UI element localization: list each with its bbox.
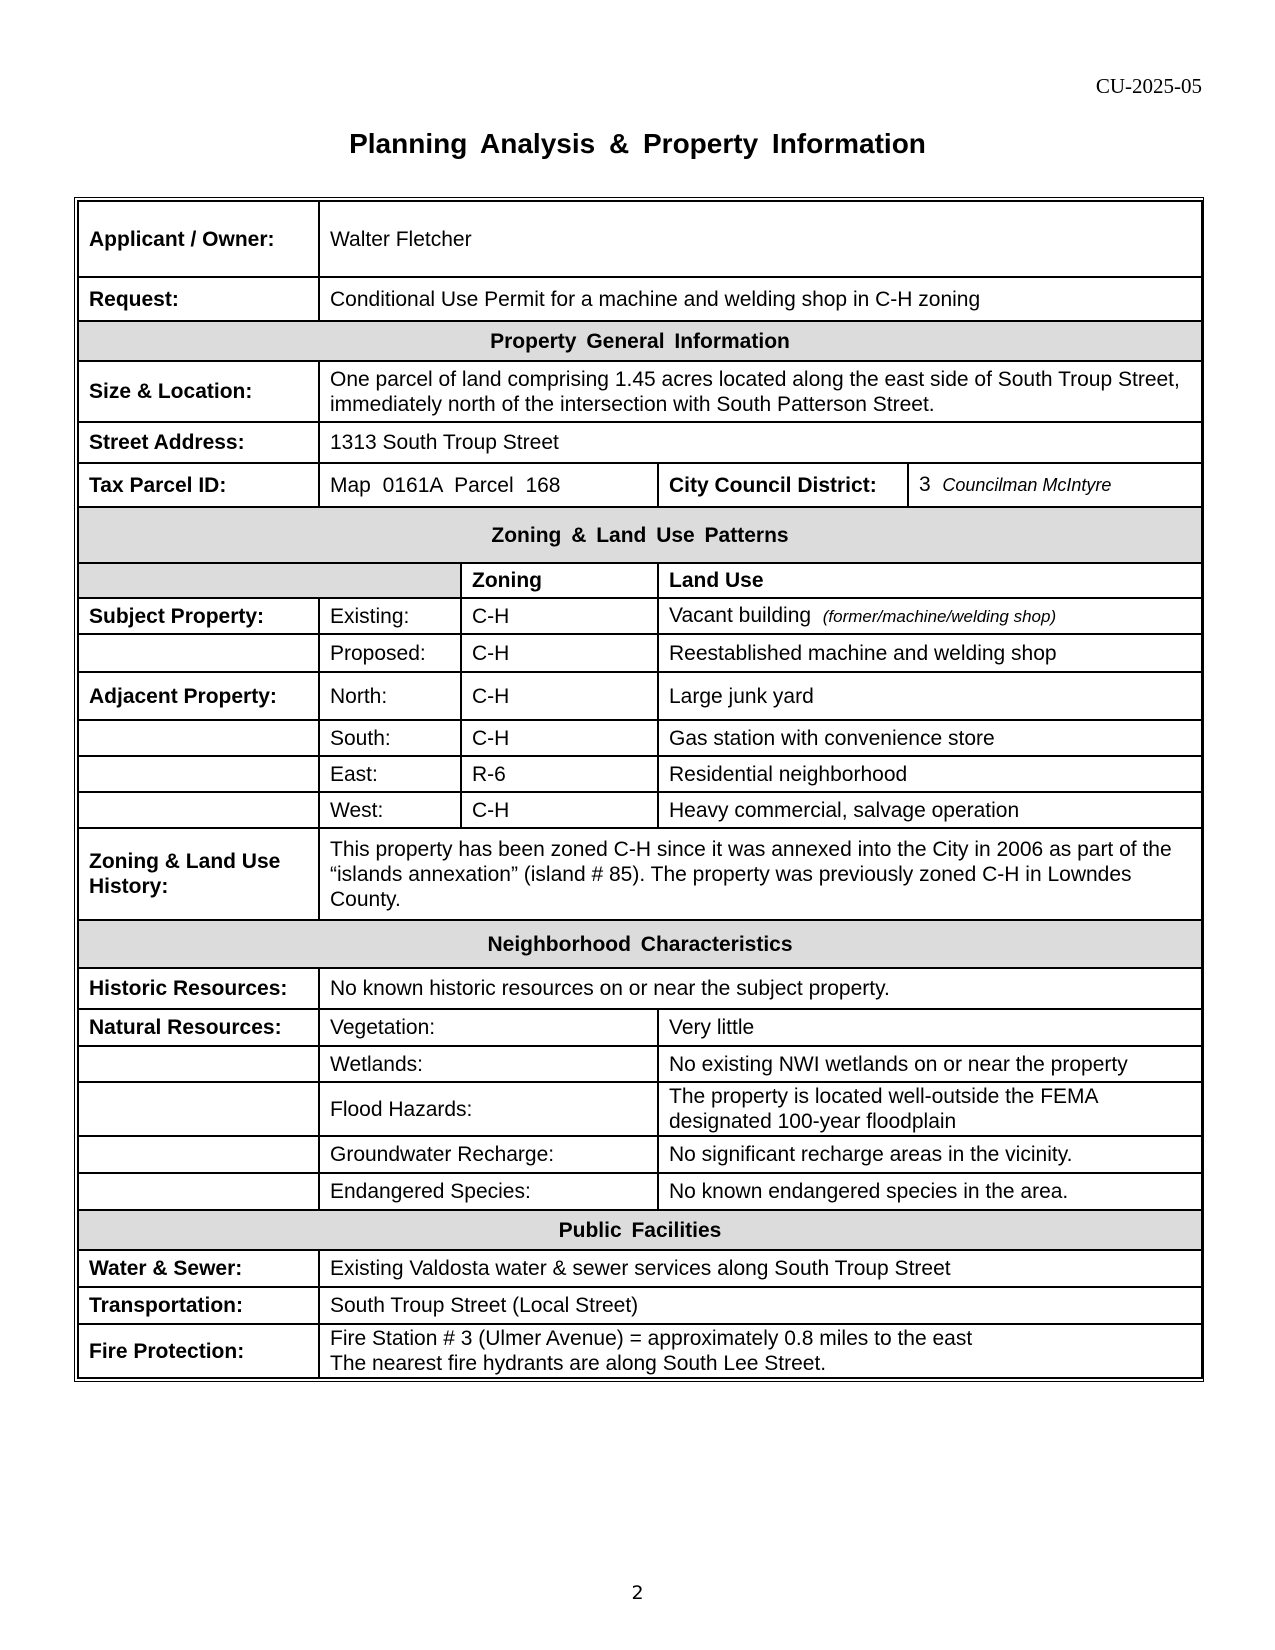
applicant-label: Applicant / Owner: [78, 201, 319, 277]
size-location-row [78, 361, 1202, 422]
groundwater-value: No significant recharge areas in the vicinity. [658, 1136, 1202, 1173]
empty-cell [78, 634, 319, 672]
property-info-table [74, 197, 1204, 1382]
proposed-label: Proposed: [319, 634, 461, 672]
fire-hydrant-line: The nearest fire hydrants are along South Lee Street. [330, 1352, 827, 1375]
council-district-value [908, 463, 1202, 507]
existing-land-use [658, 598, 1202, 634]
transportation-label: Transportation: [78, 1287, 319, 1324]
table-row [78, 634, 1202, 672]
subject-property-label: Subject Property: [78, 598, 319, 634]
east-land-use: Residential neighborhood [658, 756, 1202, 792]
existing-label: Existing: [319, 598, 461, 634]
fire-protection-value [319, 1324, 1202, 1378]
empty-cell [78, 792, 319, 828]
section-heading: Public Facilities [78, 1210, 1202, 1250]
water-sewer-value: Existing Valdosta water & sewer services along South Troup Street [319, 1250, 1202, 1287]
table-row [78, 1009, 1202, 1046]
tax-parcel-value: Map 0161A Parcel 168 [319, 463, 658, 507]
endangered-species-label: Endangered Species: [319, 1173, 658, 1210]
historic-resources-value: No known historic resources on or near the subject property. [319, 968, 1202, 1009]
street-address-label: Street Address: [78, 422, 319, 463]
transportation-row [78, 1287, 1202, 1324]
zoning-column-headers [78, 563, 1202, 598]
councilman-name: Councilman McIntyre [942, 475, 1112, 495]
request-row [78, 277, 1202, 321]
empty-cell [78, 1173, 319, 1210]
south-label: South: [319, 720, 461, 756]
existing-zoning: C-H [461, 598, 658, 634]
section-heading: Property General Information [78, 321, 1202, 361]
empty-cell [78, 720, 319, 756]
section-header-public-facilities [78, 1210, 1202, 1250]
empty-cell [78, 1136, 319, 1173]
proposed-zoning: C-H [461, 634, 658, 672]
natural-resources-label: Natural Resources: [78, 1009, 319, 1046]
table-row [78, 598, 1202, 634]
size-location-value: One parcel of land comprising 1.45 acres located along the east side of South Troup Street, immediately north of the intersection with South Patterson Street. [319, 361, 1202, 422]
request-label: Request: [78, 277, 319, 321]
table-row [78, 792, 1202, 828]
water-sewer-row [78, 1250, 1202, 1287]
transportation-value: South Troup Street (Local Street) [319, 1287, 1202, 1324]
street-address-row [78, 422, 1202, 463]
fire-protection-row [78, 1324, 1202, 1378]
west-zoning: C-H [461, 792, 658, 828]
request-value: Conditional Use Permit for a machine and welding shop in C-H zoning [319, 277, 1202, 321]
section-heading: Zoning & Land Use Patterns [78, 507, 1202, 563]
zoning-col-header: Zoning [461, 563, 658, 598]
west-land-use: Heavy commercial, salvage operation [658, 792, 1202, 828]
size-location-label: Size & Location: [78, 361, 319, 422]
existing-land-use-note: (former/machine/welding shop) [822, 607, 1057, 626]
section-header-neighborhood [78, 920, 1202, 968]
table-row [78, 1046, 1202, 1082]
water-sewer-label: Water & Sewer: [78, 1250, 319, 1287]
table-row [78, 720, 1202, 756]
vegetation-value: Very little [658, 1009, 1202, 1046]
endangered-species-value: No known endangered species in the area. [658, 1173, 1202, 1210]
table-row [78, 756, 1202, 792]
table-row [78, 1173, 1202, 1210]
zoning-history-value: This property has been zoned C-H since it was annexed into the City in 2006 as part of the “islands annexation” (island # 85). The property was previously zoned C-H in Lowndes County. [319, 828, 1202, 920]
zoning-header-blank [78, 563, 461, 598]
fire-protection-label: Fire Protection: [78, 1324, 319, 1378]
empty-cell [78, 756, 319, 792]
council-district-number: 3 [919, 473, 931, 496]
south-land-use: Gas station with convenience store [658, 720, 1202, 756]
north-zoning: C-H [461, 672, 658, 720]
zoning-history-label: Zoning & Land Use History: [78, 828, 319, 920]
street-address-value: 1313 South Troup Street [319, 422, 1202, 463]
zoning-history-row [78, 828, 1202, 920]
section-header-zoning [78, 507, 1202, 563]
east-zoning: R-6 [461, 756, 658, 792]
north-land-use: Large junk yard [658, 672, 1202, 720]
flood-hazards-label: Flood Hazards: [319, 1082, 658, 1136]
south-zoning: C-H [461, 720, 658, 756]
flood-hazards-value: The property is located well-outside the FEMA designated 100-year floodplain [658, 1082, 1202, 1136]
fire-station-line: Fire Station # 3 (Ulmer Avenue) = approximately 0.8 miles to the east [330, 1327, 973, 1350]
table-row [78, 672, 1202, 720]
table-row [78, 1082, 1202, 1136]
tax-parcel-row [78, 463, 1202, 507]
groundwater-label: Groundwater Recharge: [319, 1136, 658, 1173]
proposed-land-use: Reestablished machine and welding shop [658, 634, 1202, 672]
section-heading: Neighborhood Characteristics [78, 920, 1202, 968]
page-number: 2 [631, 1582, 644, 1604]
wetlands-value: No existing NWI wetlands on or near the property [658, 1046, 1202, 1082]
case-number: CU-2025-05 [1095, 74, 1202, 98]
page-title: Planning Analysis & Property Information [349, 128, 926, 159]
wetlands-label: Wetlands: [319, 1046, 658, 1082]
applicant-row [78, 201, 1202, 277]
section-header-property-general [78, 321, 1202, 361]
land-use-col-header: Land Use [658, 563, 1202, 598]
historic-resources-label: Historic Resources: [78, 968, 319, 1009]
empty-cell [78, 1082, 319, 1136]
council-district-label: City Council District: [658, 463, 908, 507]
north-label: North: [319, 672, 461, 720]
table-row [78, 1136, 1202, 1173]
historic-resources-row [78, 968, 1202, 1009]
existing-land-use-text: Vacant building [669, 604, 812, 627]
vegetation-label: Vegetation: [319, 1009, 658, 1046]
applicant-value: Walter Fletcher [319, 201, 1202, 277]
east-label: East: [319, 756, 461, 792]
adjacent-property-label: Adjacent Property: [78, 672, 319, 720]
empty-cell [78, 1046, 319, 1082]
tax-parcel-label: Tax Parcel ID: [78, 463, 319, 507]
west-label: West: [319, 792, 461, 828]
